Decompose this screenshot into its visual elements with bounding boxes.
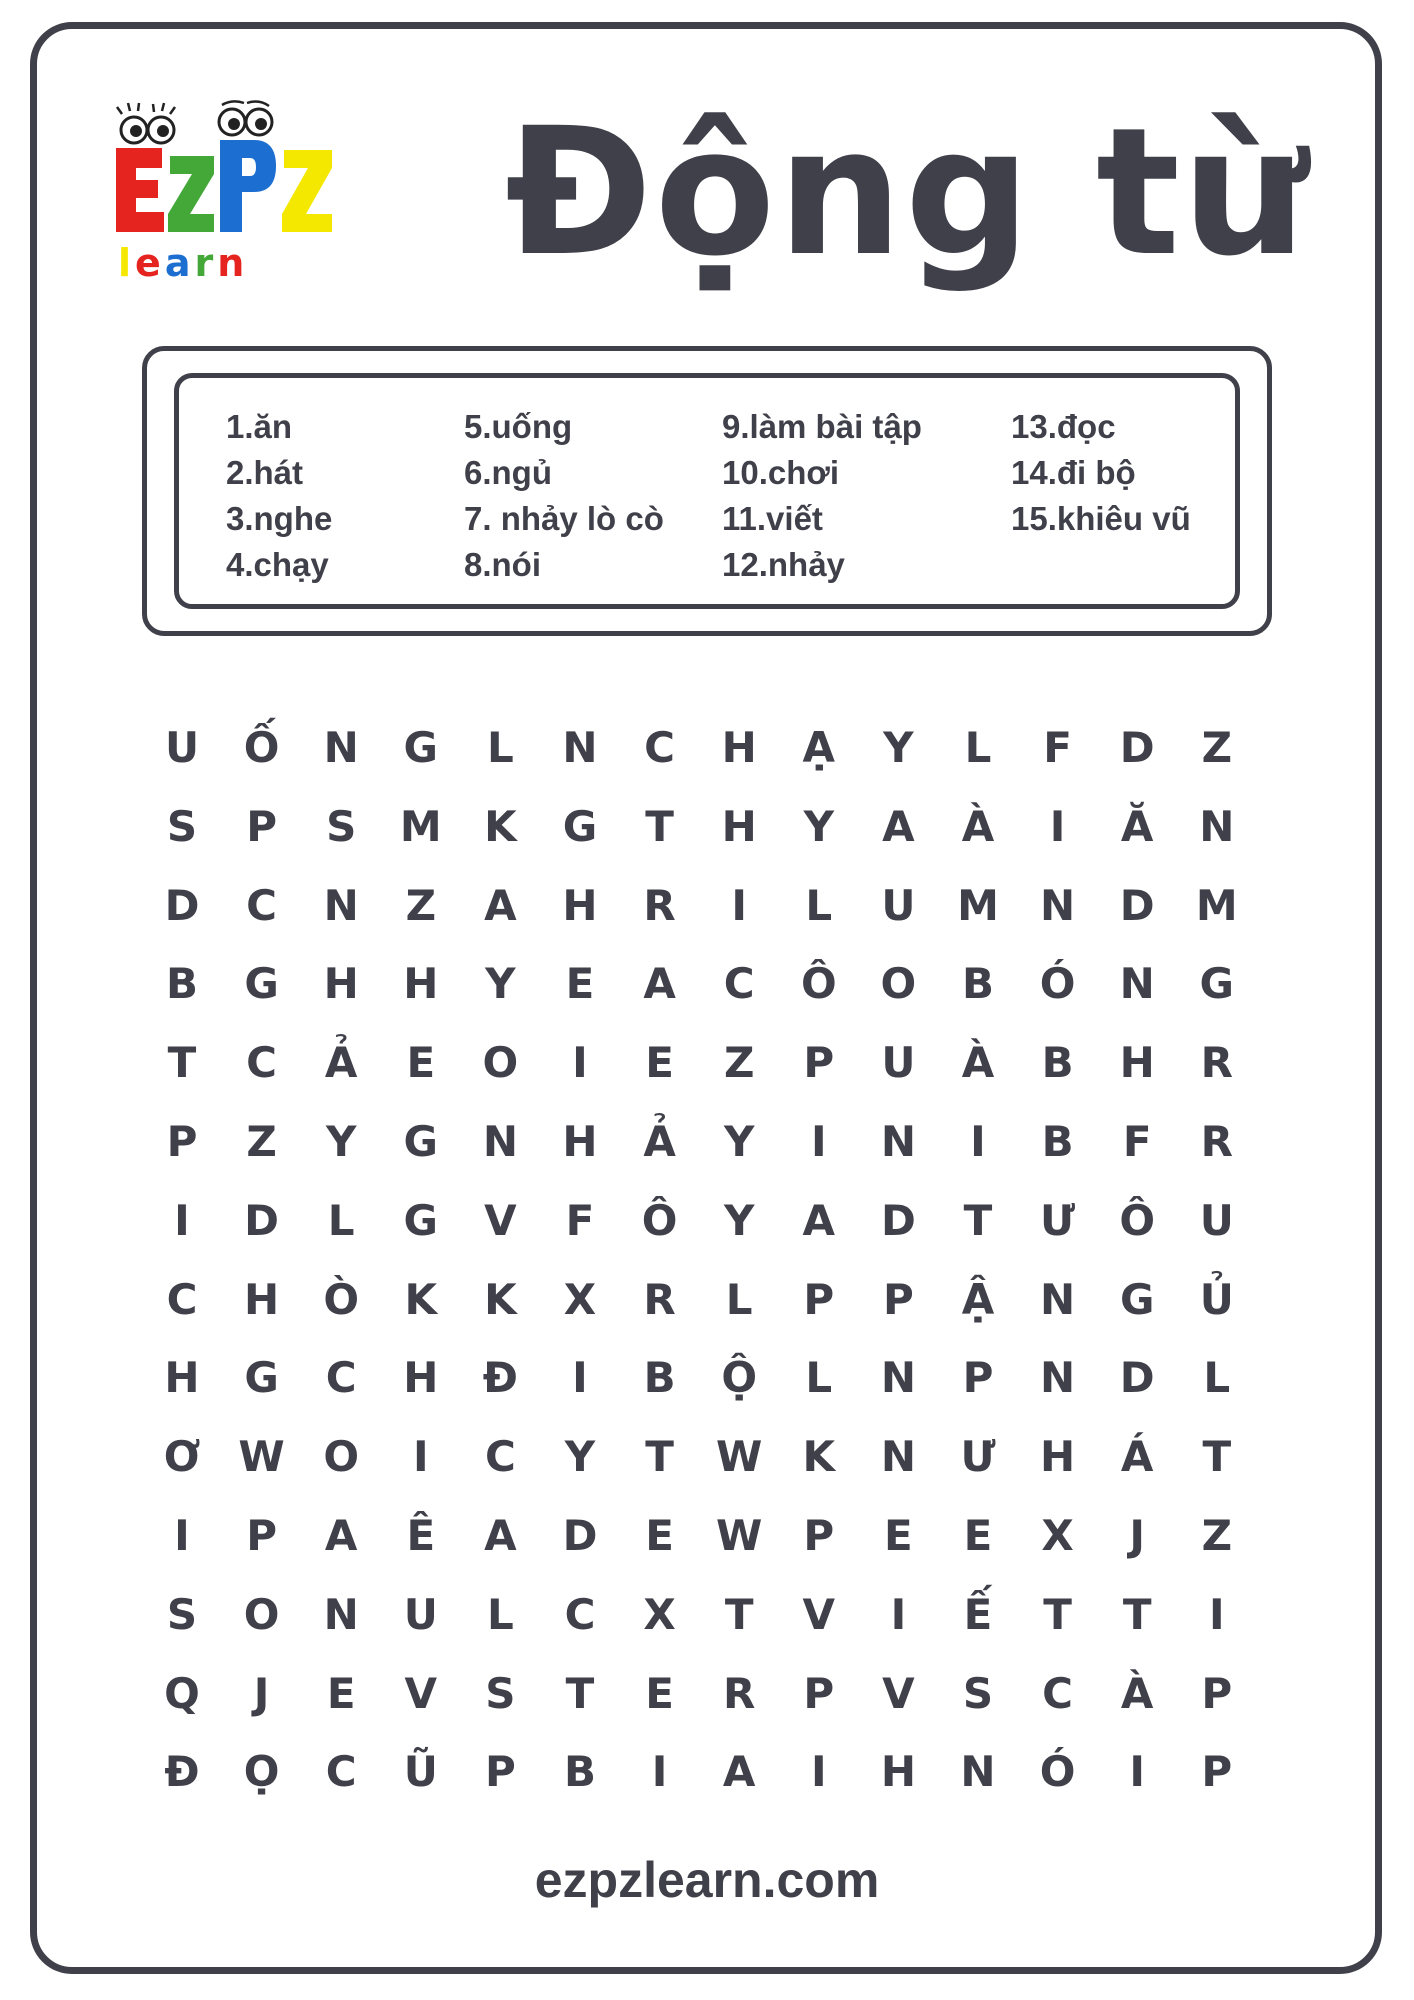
grid-cell[interactable]: Y	[325, 1117, 357, 1166]
grid-cell[interactable]: U	[881, 1038, 916, 1088]
grid-cell[interactable]: U	[164, 723, 200, 772]
grid-cell[interactable]: W	[716, 1432, 763, 1482]
grid-cell[interactable]: P	[803, 1274, 835, 1324]
word-item: 8.nói	[464, 546, 542, 583]
grid-cell[interactable]: Ả	[643, 1117, 676, 1166]
grid-cell[interactable]: E	[645, 1511, 674, 1560]
svg-text:learn: learn	[118, 241, 249, 285]
grid-cell[interactable]: K	[484, 1274, 517, 1324]
grid-cell[interactable]: A	[484, 880, 517, 930]
grid-cell[interactable]: C	[723, 959, 755, 1009]
grid-cell[interactable]: I	[810, 1747, 827, 1797]
grid-cell[interactable]: E	[884, 1511, 913, 1560]
grid-cell[interactable]: C	[325, 1353, 357, 1403]
grid-cell[interactable]: O	[880, 959, 917, 1009]
grid-cell[interactable]: T	[1043, 1589, 1072, 1639]
grid-cell[interactable]: H	[1119, 1038, 1155, 1088]
grid-cell[interactable]: S	[166, 1589, 198, 1639]
word-item: 9.làm bài tập	[722, 408, 922, 445]
grid-cell[interactable]: Ó	[1039, 959, 1076, 1009]
grid-cell[interactable]: W	[238, 1432, 285, 1482]
grid-cell[interactable]: G	[244, 1353, 279, 1403]
grid-cell[interactable]: F	[1122, 1117, 1152, 1166]
grid-cell[interactable]: L	[327, 1195, 355, 1245]
grid-cell[interactable]: X	[563, 1274, 597, 1324]
grid-cell[interactable]: N	[960, 1747, 996, 1797]
grid-cell[interactable]: N	[1040, 1353, 1076, 1403]
grid-cell[interactable]: L	[487, 723, 514, 772]
grid-cell[interactable]: Ũ	[403, 1747, 438, 1797]
grid-cell[interactable]: T	[963, 1195, 993, 1245]
grid-cell[interactable]: I	[890, 1589, 907, 1639]
grid-cell[interactable]: M	[957, 880, 999, 930]
grid-cell[interactable]: L	[964, 723, 992, 772]
grid-cell[interactable]: W	[716, 1511, 763, 1560]
grid-cell[interactable]: E	[406, 1038, 436, 1088]
grid-cell[interactable]: I	[1208, 1589, 1225, 1639]
footer-website: ezpzlearn.com	[534, 1852, 880, 1908]
grid-cell[interactable]: S	[326, 801, 357, 851]
grid-cell[interactable]: E	[326, 1668, 356, 1718]
grid-cell[interactable]: C	[166, 1274, 198, 1324]
grid-cell[interactable]: I	[412, 1432, 429, 1482]
grid-cell[interactable]: Đ	[164, 1747, 200, 1797]
grid-cell[interactable]: D	[562, 1511, 598, 1560]
grid-cell[interactable]: E	[565, 959, 595, 1009]
word-item: 6.ngủ	[464, 454, 552, 491]
grid-cell[interactable]: N	[323, 880, 359, 930]
grid-cell[interactable]: C	[564, 1589, 596, 1639]
grid-cell[interactable]: Z	[723, 1038, 755, 1088]
grid-cell[interactable]: Y	[723, 1117, 755, 1166]
grid-cell[interactable]: Ô	[641, 1195, 678, 1245]
grid-cell[interactable]: Ế	[963, 1589, 993, 1639]
grid-cell[interactable]: Ă	[1120, 801, 1154, 851]
page-title: Động từ	[505, 90, 1310, 295]
grid-cell[interactable]: K	[802, 1432, 836, 1482]
grid-cell[interactable]: N	[1040, 880, 1076, 930]
grid-cell[interactable]: P	[1201, 1747, 1233, 1797]
grid-cell[interactable]: A	[722, 1747, 756, 1797]
grid-cell[interactable]: R	[643, 1274, 676, 1324]
grid-cell[interactable]: I	[1129, 1747, 1145, 1797]
grid-cell[interactable]: C	[246, 1038, 277, 1088]
grid-cell[interactable]: B	[563, 1747, 596, 1797]
grid-cell[interactable]: P	[803, 1511, 835, 1560]
grid-cell[interactable]: T	[645, 1432, 674, 1482]
grid-cell[interactable]: Ò	[323, 1274, 360, 1324]
grid-cell[interactable]: I	[651, 1747, 668, 1797]
grid-cell[interactable]: J	[1129, 1511, 1145, 1560]
word-item: 15.khiêu vũ	[1011, 500, 1191, 537]
grid-cell[interactable]: H	[403, 1353, 439, 1403]
word-item: 1.ăn	[226, 408, 293, 445]
grid-cell[interactable]: X	[643, 1589, 676, 1639]
grid-cell[interactable]: N	[1199, 801, 1235, 851]
grid-cell[interactable]: S	[166, 801, 198, 851]
grid-cell[interactable]: L	[725, 1274, 753, 1324]
word-item: 7. nhảy lò cò	[464, 500, 664, 537]
grid-cell[interactable]: Ê	[406, 1511, 436, 1560]
grid-cell[interactable]: O	[243, 1589, 280, 1639]
grid-cell[interactable]: V	[802, 1589, 836, 1639]
grid-cell[interactable]: P	[803, 1668, 835, 1718]
grid-cell[interactable]: T	[724, 1589, 754, 1639]
grid-cell[interactable]: I	[970, 1117, 986, 1166]
grid-cell[interactable]: H	[244, 1274, 280, 1324]
grid-cell[interactable]: S	[485, 1668, 516, 1718]
grid-cell[interactable]: C	[325, 1747, 357, 1797]
grid-cell[interactable]: U	[1199, 1195, 1234, 1245]
grid-cell[interactable]: H	[721, 801, 757, 851]
grid-cell[interactable]: N	[1040, 1274, 1076, 1324]
grid-cell[interactable]: H	[1040, 1432, 1076, 1482]
word-item: 5.uống	[464, 408, 573, 445]
grid-cell[interactable]: D	[1119, 1353, 1155, 1403]
grid-cell[interactable]: V	[404, 1668, 438, 1718]
grid-cell[interactable]: R	[1200, 1038, 1233, 1088]
grid-cell[interactable]: F	[565, 1195, 595, 1245]
grid-cell[interactable]: N	[1119, 959, 1155, 1009]
grid-cell[interactable]: Y	[803, 801, 834, 851]
grid-cell[interactable]: G	[1199, 959, 1235, 1009]
grid-cell[interactable]: B	[1041, 1038, 1074, 1088]
grid-cell[interactable]: Ố	[243, 723, 280, 772]
grid-cell[interactable]: R	[723, 1668, 756, 1718]
grid-cell[interactable]: R	[1200, 1117, 1233, 1166]
grid-cell[interactable]: I	[174, 1195, 190, 1245]
grid-cell[interactable]: P	[803, 1038, 835, 1088]
grid-cell[interactable]: H	[562, 880, 598, 930]
grid-cell[interactable]: M	[1195, 880, 1238, 930]
grid-cell[interactable]: U	[403, 1589, 438, 1639]
grid-cell[interactable]: X	[1041, 1511, 1074, 1560]
grid-cell[interactable]: Ô	[1119, 1195, 1156, 1245]
grid-cell[interactable]: N	[880, 1353, 916, 1403]
grid-cell[interactable]: H	[880, 1747, 916, 1797]
grid-cell[interactable]: G	[403, 1117, 439, 1166]
grid-cell[interactable]: J	[253, 1668, 270, 1718]
grid-cell[interactable]: L	[805, 880, 833, 930]
grid-cell[interactable]: B	[165, 959, 198, 1009]
grid-cell[interactable]: K	[404, 1274, 438, 1324]
grid-cell[interactable]: H	[164, 1353, 200, 1403]
grid-cell[interactable]: I	[572, 1353, 588, 1403]
grid-cell[interactable]: P	[246, 1511, 277, 1560]
grid-cell[interactable]: H	[721, 723, 757, 772]
grid-cell[interactable]: V	[484, 1195, 517, 1245]
grid-cell[interactable]: B	[643, 1353, 676, 1403]
grid-cell[interactable]: T	[1122, 1589, 1152, 1639]
grid-cell[interactable]: G	[403, 1195, 439, 1245]
grid-cell[interactable]: À	[961, 1038, 995, 1088]
grid-cell[interactable]: Y	[564, 1432, 596, 1482]
grid-cell[interactable]: I	[572, 1038, 588, 1088]
grid-cell[interactable]: Ậ	[961, 1274, 995, 1324]
word-item: 2.hát	[226, 454, 304, 491]
grid-cell[interactable]: F	[1043, 723, 1072, 772]
grid-cell[interactable]: D	[1119, 723, 1155, 772]
grid-cell[interactable]: T	[645, 801, 674, 851]
grid-cell[interactable]: S	[962, 1668, 994, 1718]
grid-cell[interactable]: P	[484, 1747, 516, 1797]
grid-cell[interactable]: U	[881, 880, 916, 930]
grid-cell[interactable]: Y	[485, 959, 516, 1009]
grid-cell[interactable]: A	[484, 1511, 517, 1560]
grid-cell[interactable]: Ộ	[721, 1353, 758, 1403]
grid-cell[interactable]: Á	[1120, 1432, 1154, 1482]
grid-cell[interactable]: A	[643, 959, 676, 1009]
grid-cell[interactable]: N	[880, 1117, 916, 1166]
grid-cell[interactable]: N	[880, 1432, 916, 1482]
grid-cell[interactable]: C	[1042, 1668, 1073, 1718]
grid-cell[interactable]: Ó	[1039, 1747, 1076, 1797]
word-item: 14.đi bộ	[1011, 454, 1136, 491]
grid-cell[interactable]: A	[324, 1511, 358, 1560]
grid-cell[interactable]: N	[323, 1589, 359, 1639]
grid-cell[interactable]: Q	[164, 1668, 200, 1718]
grid-cell[interactable]: B	[961, 959, 994, 1009]
grid-cell[interactable]: C	[644, 723, 675, 772]
grid-cell[interactable]: O	[482, 1038, 519, 1088]
grid-cell[interactable]: E	[645, 1038, 674, 1088]
grid-cell[interactable]: G	[562, 801, 598, 851]
grid-cell[interactable]: Ọ	[243, 1747, 280, 1797]
grid-cell[interactable]: I	[810, 1117, 827, 1166]
grid-cell[interactable]: Ả	[324, 1038, 358, 1088]
grid-cell[interactable]: A	[882, 801, 915, 851]
grid-cell[interactable]: À	[961, 801, 995, 851]
grid-cell[interactable]: H	[403, 959, 439, 1009]
grid-cell[interactable]: H	[323, 959, 359, 1009]
grid-cell[interactable]: V	[882, 1668, 915, 1718]
grid-cell[interactable]: H	[562, 1117, 598, 1166]
grid-cell[interactable]: À	[1120, 1668, 1154, 1718]
grid-cell[interactable]: K	[484, 801, 517, 851]
grid-cell[interactable]: Z	[1201, 723, 1233, 772]
grid-cell[interactable]: P	[1201, 1668, 1233, 1718]
grid-cell[interactable]: G	[1119, 1274, 1155, 1324]
grid-cell[interactable]: E	[645, 1668, 674, 1718]
grid-cell[interactable]: Ủ	[1199, 1274, 1234, 1324]
grid-cell[interactable]: T	[167, 1038, 197, 1088]
grid-cell[interactable]: O	[323, 1432, 360, 1482]
grid-cell[interactable]: N	[323, 723, 359, 772]
grid-cell[interactable]: D	[1119, 880, 1155, 930]
grid-cell[interactable]: R	[643, 880, 676, 930]
grid-cell[interactable]: Y	[883, 723, 914, 772]
grid-cell[interactable]: Ạ	[802, 723, 836, 772]
word-item: 12.nhảy	[722, 546, 845, 583]
grid-cell[interactable]: Ư	[960, 1432, 996, 1482]
grid-cell[interactable]: D	[880, 1195, 916, 1245]
grid-cell[interactable]: Ư	[1040, 1195, 1076, 1245]
word-item: 13.đọc	[1011, 408, 1116, 445]
grid-cell[interactable]: L	[1203, 1353, 1231, 1403]
grid-cell[interactable]: P	[246, 801, 277, 851]
grid-cell[interactable]: L	[805, 1353, 833, 1403]
grid-cell[interactable]: D	[164, 880, 200, 930]
grid-cell[interactable]: N	[482, 1117, 518, 1166]
grid-cell[interactable]: B	[1041, 1117, 1074, 1166]
grid-cell[interactable]: A	[802, 1195, 836, 1245]
grid-cell[interactable]: P	[962, 1353, 994, 1403]
word-item: 4.chạy	[226, 546, 329, 583]
grid-cell[interactable]: T	[1202, 1432, 1232, 1482]
grid-cell[interactable]: Z	[405, 880, 437, 930]
grid-cell[interactable]: I	[174, 1511, 190, 1560]
grid-cell[interactable]: Z	[246, 1117, 277, 1166]
grid-cell[interactable]: I	[731, 880, 747, 930]
word-item: 3.nghe	[226, 500, 333, 537]
grid-cell[interactable]: Z	[1201, 1511, 1233, 1560]
grid-cell[interactable]: I	[1049, 801, 1066, 851]
grid-cell[interactable]: Đ	[482, 1353, 518, 1403]
grid-cell[interactable]: G	[403, 723, 439, 772]
grid-cell[interactable]: Ô	[800, 959, 837, 1009]
word-item: 10.chơi	[722, 454, 840, 491]
grid-cell[interactable]: T	[565, 1668, 595, 1718]
grid-cell[interactable]: E	[963, 1511, 993, 1560]
grid-cell[interactable]: Ơ	[163, 1432, 201, 1482]
grid-cell[interactable]: Y	[723, 1195, 755, 1245]
grid-cell[interactable]: C	[484, 1432, 516, 1482]
grid-cell[interactable]: P	[882, 1274, 914, 1324]
grid-cell[interactable]: D	[244, 1195, 280, 1245]
grid-cell[interactable]: C	[246, 880, 277, 930]
grid-cell[interactable]: P	[166, 1117, 198, 1166]
grid-cell[interactable]: N	[562, 723, 598, 772]
grid-cell[interactable]: M	[399, 801, 442, 851]
grid-cell[interactable]: L	[487, 1589, 514, 1639]
grid-cell[interactable]: G	[244, 959, 279, 1009]
word-item: 11.viết	[722, 500, 823, 537]
